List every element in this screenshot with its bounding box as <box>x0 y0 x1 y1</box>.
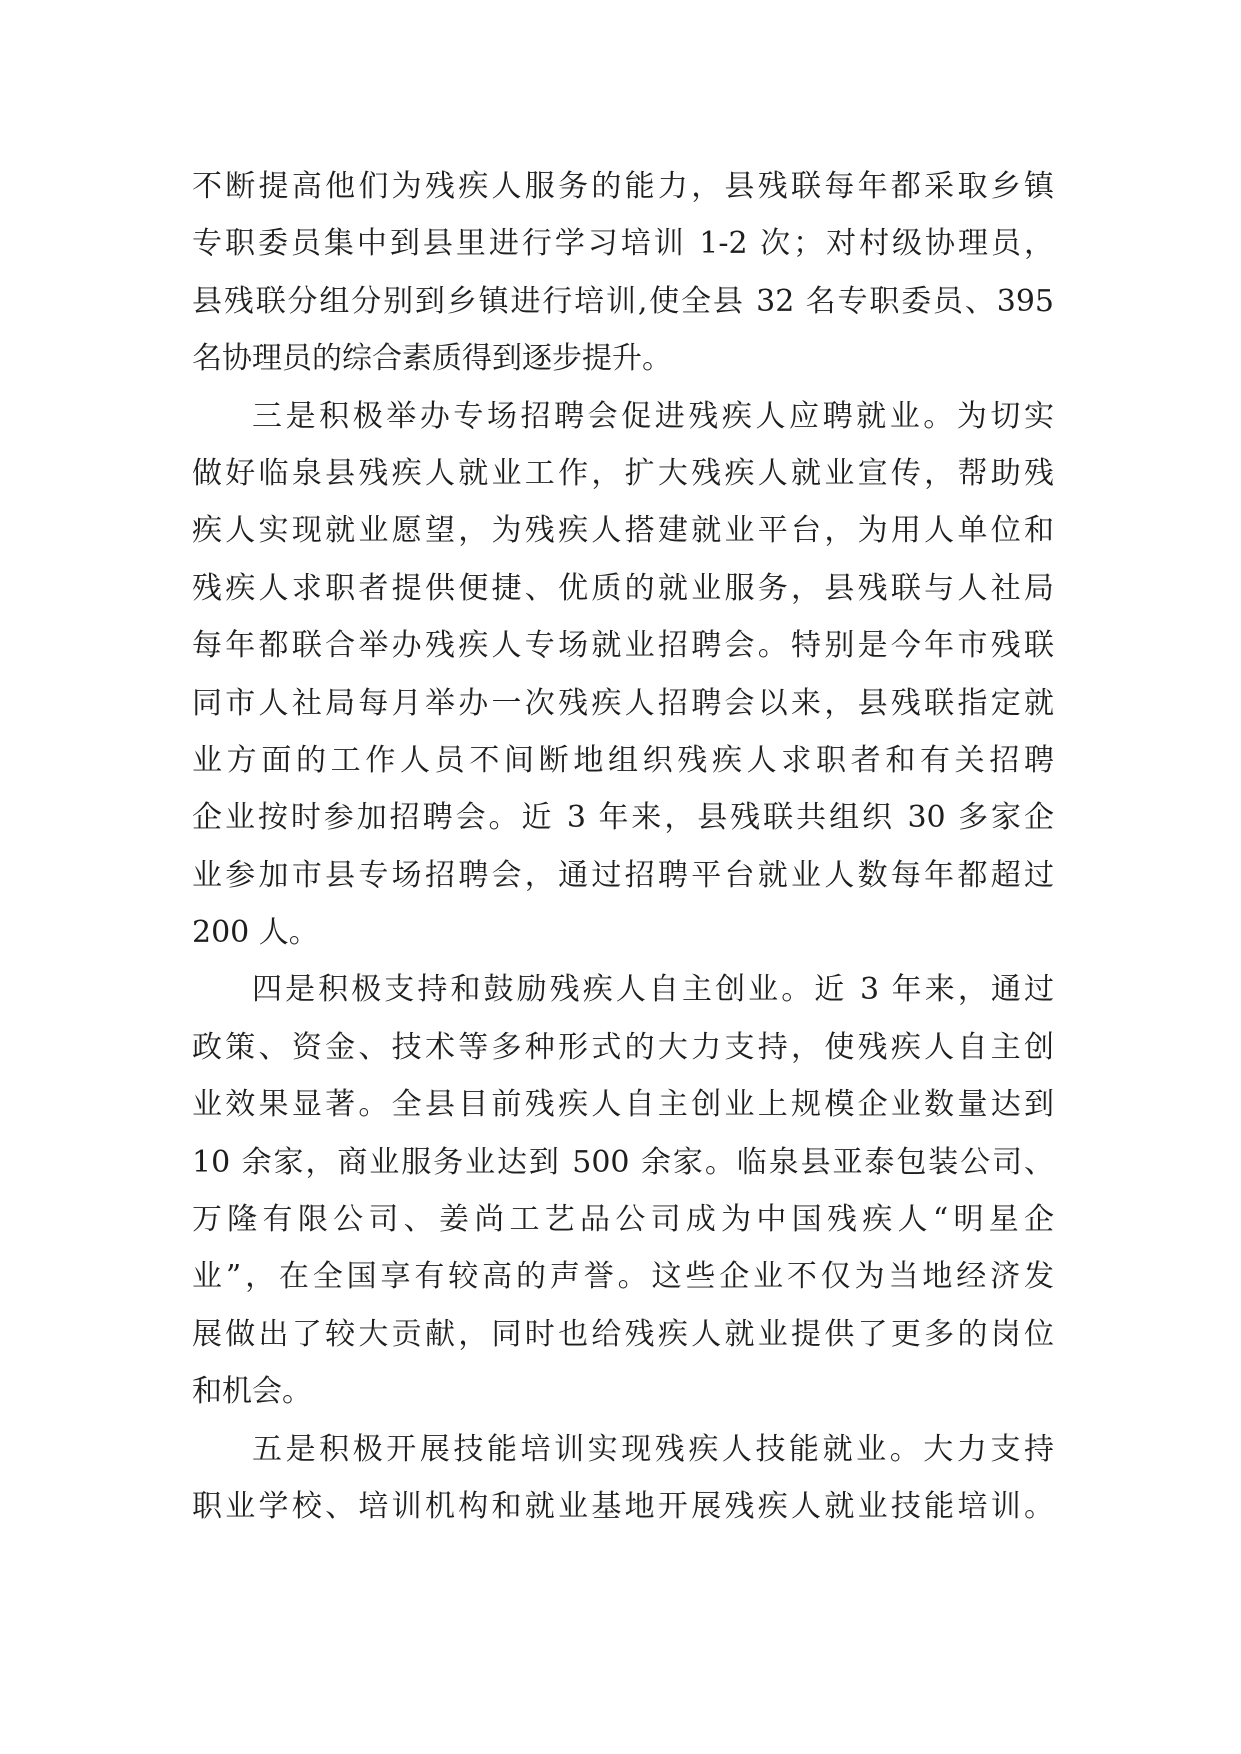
text-line: 同市人社局每月举办一次残疾人招聘会以来，县残联指定就 <box>192 685 1054 721</box>
text-line: 企业按时参加招聘会。近 3 年来，县残联共组织 30 多家企 <box>192 800 1054 836</box>
text-line: 名协理员的综合素质得到逐步提升。 <box>192 341 672 377</box>
text-line: 业方面的工作人员不间断地组织残疾人求职者和有关招聘 <box>192 742 1054 778</box>
document-page <box>192 158 1054 1535</box>
text-line: 政策、资金、技术等多种形式的大力支持，使残疾人自主创 <box>192 1029 1054 1065</box>
paragraph-job-fair <box>192 388 1054 962</box>
text-line: 残疾人求职者提供便捷、优质的就业服务，县残联与人社局 <box>192 570 1054 606</box>
text-line: 业”，在全国享有较高的声誉。这些企业不仅为当地经济发 <box>192 1259 1054 1295</box>
text-line: 每年都联合举办残疾人专场就业招聘会。特别是今年市残联 <box>192 628 1054 664</box>
text-line: 万隆有限公司、姜尚工艺品公司成为中国残疾人“明星企 <box>192 1202 1054 1238</box>
text-line: 展做出了较大贡献，同时也给残疾人就业提供了更多的岗位 <box>192 1316 1054 1352</box>
text-line: 200 人。 <box>192 915 319 951</box>
text-line: 专职委员集中到县里进行学习培训 1-2 次；对村级协理员， <box>192 226 1054 262</box>
text-line: 县残联分组分别到乡镇进行培训,使全县 32 名专职委员、395 <box>192 283 1054 319</box>
paragraph-training <box>192 158 1054 388</box>
paragraph-entrepreneurship <box>192 961 1054 1420</box>
text-line: 三是积极举办专场招聘会促进残疾人应聘就业。为切实 <box>252 398 1054 434</box>
text-line: 四是积极支持和鼓励残疾人自主创业。近 3 年来，通过 <box>252 972 1054 1008</box>
text-line: 五是积极开展技能培训实现残疾人技能就业。大力支持 <box>252 1431 1054 1467</box>
text-line: 业效果显著。全县目前残疾人自主创业上规模企业数量达到 <box>192 1087 1054 1123</box>
paragraph-skills-training <box>192 1421 1054 1536</box>
text-line: 不断提高他们为残疾人服务的能力，县残联每年都采取乡镇 <box>192 169 1054 204</box>
text-line: 和机会。 <box>192 1374 312 1410</box>
text-line: 职业学校、培训机构和就业基地开展残疾人就业技能培训。 <box>192 1488 1054 1524</box>
text-line: 疾人实现就业愿望，为残疾人搭建就业平台，为用人单位和 <box>192 513 1054 549</box>
text-line: 业参加市县专场招聘会，通过招聘平台就业人数每年都超过 <box>192 857 1054 893</box>
text-line: 做好临泉县残疾人就业工作，扩大残疾人就业宣传，帮助残 <box>192 455 1054 491</box>
text-line: 10 余家，商业服务业达到 500 余家。临泉县亚泰包装公司、 <box>192 1144 1054 1180</box>
